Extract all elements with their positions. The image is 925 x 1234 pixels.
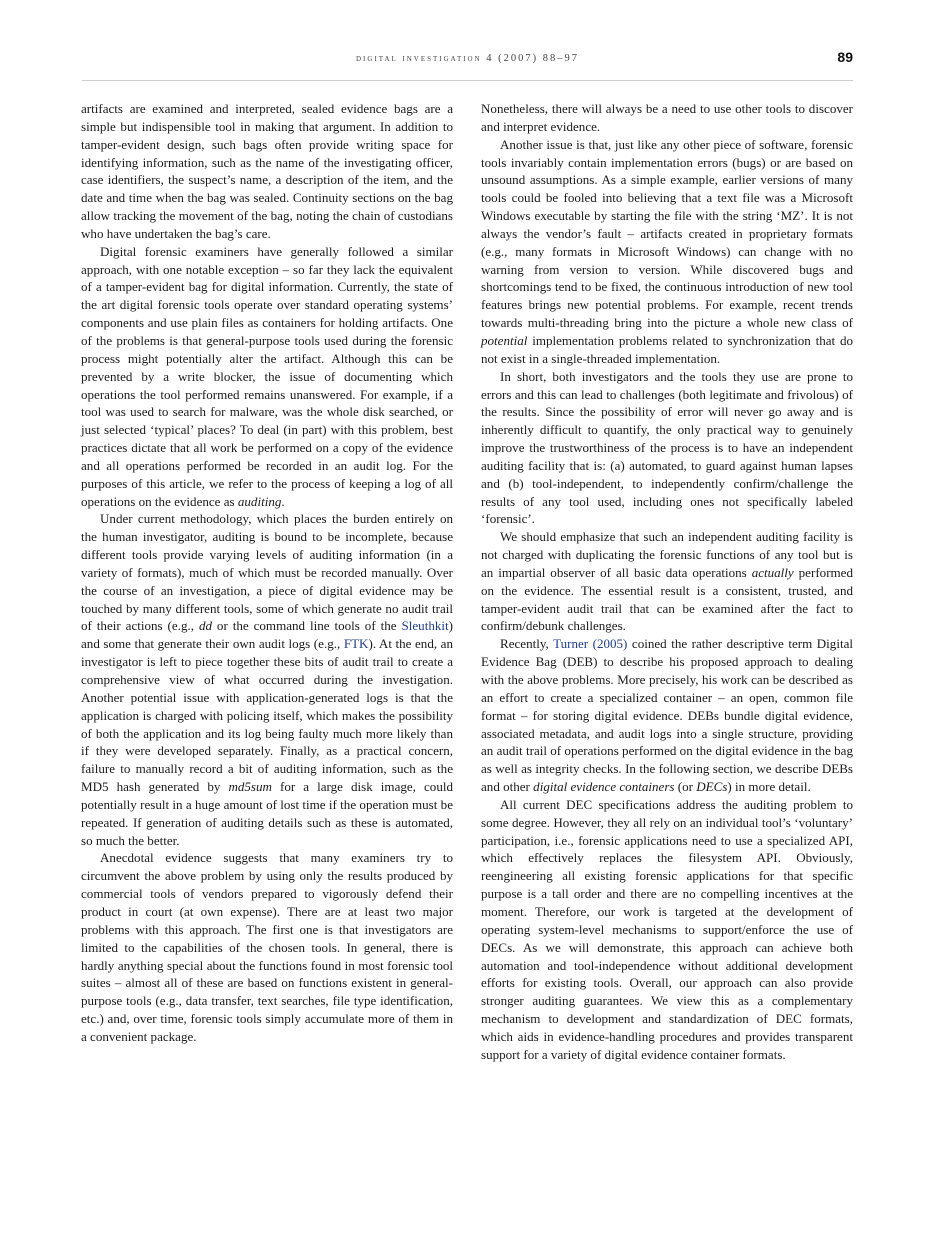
emphasis: DECs — [696, 779, 728, 795]
emphasis: digital evidence containers — [533, 779, 675, 795]
emphasis: md5sum — [228, 779, 272, 795]
right-column — [481, 100, 853, 1064]
emphasis: dd — [198, 618, 212, 634]
paragraph: We should emphasize that such an independent auditing facility is not charged with duplicating the forensic functions of any tool but is an impartial observer of all basic data operations actually performed on the evidence. The essential result is a consistent, trusted, and tamper-evident audit trail that can be examined after the fact to confirm/debunk challenges. — [481, 529, 853, 634]
emphasis: actually — [751, 564, 794, 580]
paragraph: Recently, Turner (2005) coined the rather descriptive term Digital Evidence Bag (DEB) to describe his proposed approach to dealing with the above problems. More precisely, his work can be described as an effort to create a specialized container – an open, common file format – for storing digital evidence. DEBs bundle digital evidence, associated metadata, and audit logs into a single structure, providing an audit trail of operations performed on the digital evidence in the bag as well as integrity checks. In the following section, we describe DEBs and other digital evidence containers (or DECs) in more detail. — [481, 636, 853, 795]
paragraph: All current DEC specifications address the auditing problem to some degree. However, they all rely on an individual tool’s ‘voluntary’ participation, i.e., forensic applications need to use a specialized API, which effectively replaces the filesystem API. Obviously, reengineering all existing forensic applications for that specific purpose is a tall order and there are no compelling incentives at the moment. Therefore, our work is targeted at the development of operating system-level mechanisms to support/enforce the use of DECs. As we will demonstrate, this approach can achieve both automation and tool-independence without additional development efforts for existing tools. Overall, our approach can also provide stronger auditing guarantees. We view this as a complementary mechanism to development and standardization of DEC formats, which aids in evidence-handling procedures and provides transparent support for a variety of digital evidence container formats. — [481, 796, 853, 1062]
paragraph: Another issue is that, just like any other piece of software, forensic tools invariably contain implementation errors (bugs) or are based on unsound assumptions. As a simple example, earlier versions of many tools could be fooled into believing that a text file was a Microsoft Windows executable by starting the file with the string ‘MZ’. It is not always the vendor’s fault – artifacts created in proprietary formats (e.g., many formats in Microsoft Windows) can change with no warning from version to version. While discovered bugs and shortcomings tend to be fixed, the continuous introduction of new tool features brings new potential problems. For example, recent trends towards multi-threading bring into the picture a whole new class of potential implementation problems related to synchronization that do not exist in a single-threaded implementation. — [481, 136, 853, 366]
running-header — [82, 48, 853, 81]
reference-link-sleuthkit[interactable]: Sleuthkit — [401, 618, 449, 634]
paragraph: Anecdotal evidence suggests that many examiners try to circumvent the above problem by using only the results produced by commercial tools of vendors prepared to vigorously defend their product in court (at own expense). There are at least two major problems with this approach. The first one is that investigators are limited to the capabilities of the chosen tools. In general, there is hardly anything special about the functions found in most forensic tool suites – almost all of these are based on functions existent in general-purpose tools (e.g., data transfer, text searches, file type identification, etc.) and, over time, forensic tools simply accumulate more of them in a convenient package. — [81, 850, 453, 1044]
paragraph: Digital forensic examiners have generally followed a similar approach, with one notable exception – so far they lack the equivalent of a tamper-evident bag for digital information. Currently, the state of the art digital forensic tools operate over standard operating systems’ components and use plain files as containers for holding artifacts. One of the problems is that general-purpose tools used during the forensic process might potentially alter the artifact. Although this can be prevented by a write blocker, the issue of documenting which operations the tool performed remains unanswered. For example, if a tool was used to search for malware, was the whole disk searched, or just selected ‘typical’ places? To deal (in part) with this problem, best practices dictate that all work be performed on a copy of the evidence and all operations performed be recorded in an audit log. For the purposes of this article, we refer to the process of keeping a log of all operations on the evidence as auditing. — [81, 243, 453, 509]
emphasis: auditing — [237, 493, 282, 509]
paragraph: artifacts are examined and interpreted, sealed evidence bags are a simple but indispensible tool in making that argument. In addition to tamper-evident design, such bags often provide writing space for identifying information, such as the name of the investigating officer, case identifiers, the suspect’s name, a description of the item, and the date and time when the bag was sealed. Continuity sections on the bag allow tracking the movement of the bag, noting the chain of custodians who have undertaken the bag’s care. — [81, 101, 453, 241]
paragraph: Under current methodology, which places the burden entirely on the human investigator, auditing is bound to be incomplete, because different tools provide varying levels of auditing information (in a variety of formats), much of which must be recorded manually. Over the course of an investigation, a piece of digital evidence may be touched by many different tools, some of which generate no audit trail of their actions (e.g., dd or the command line tools of the Sleuthkit) and some that generate their own audit logs (e.g., FTK). At the end, an investigator is left to piece together these bits of audit trail to create a comprehensive view of what occurred during the investigation. Another potential issue with application-generated logs is that the application is charged with policing itself, which makes the possibility of both the application and its log being faulty much more likely than if they were developed separately. Finally, as a practical concern, failure to manually record a bit of auditing information, such as the MD5 hash generated by md5sum for a large disk image, could potentially result in a huge amount of lost time if the operation must be repeated. If generation of auditing details such as these is automated, so much the better. — [81, 511, 453, 848]
emphasis: potential — [481, 332, 528, 348]
reference-link-ftk[interactable]: FTK — [343, 636, 369, 652]
paragraph: In short, both investigators and the tools they use are prone to errors and this can lead to challenges (both legitimate and frivolous) of the results. Since the possibility of error will never go away and is inherently difficult to quantify, the only practical way to genuinely improve the trustworthiness of the process is to have an independent auditing facility that is: (a) automated, to guard against human lapses and (b) tool-independent, to independently confirm/challenge the results of any tool used, including ones not specifically labeled ‘forensic’. — [481, 368, 853, 527]
journal-citation: digital investigation 4 (2007) 88–97 — [355, 53, 580, 64]
citation-link-turner-2005[interactable]: Turner (2005) — [553, 636, 628, 652]
paragraph: Nonetheless, there will always be a need to use other tools to discover and interpret evidence. — [481, 101, 853, 134]
left-column — [81, 100, 453, 1046]
page-number: 89 — [837, 49, 853, 65]
